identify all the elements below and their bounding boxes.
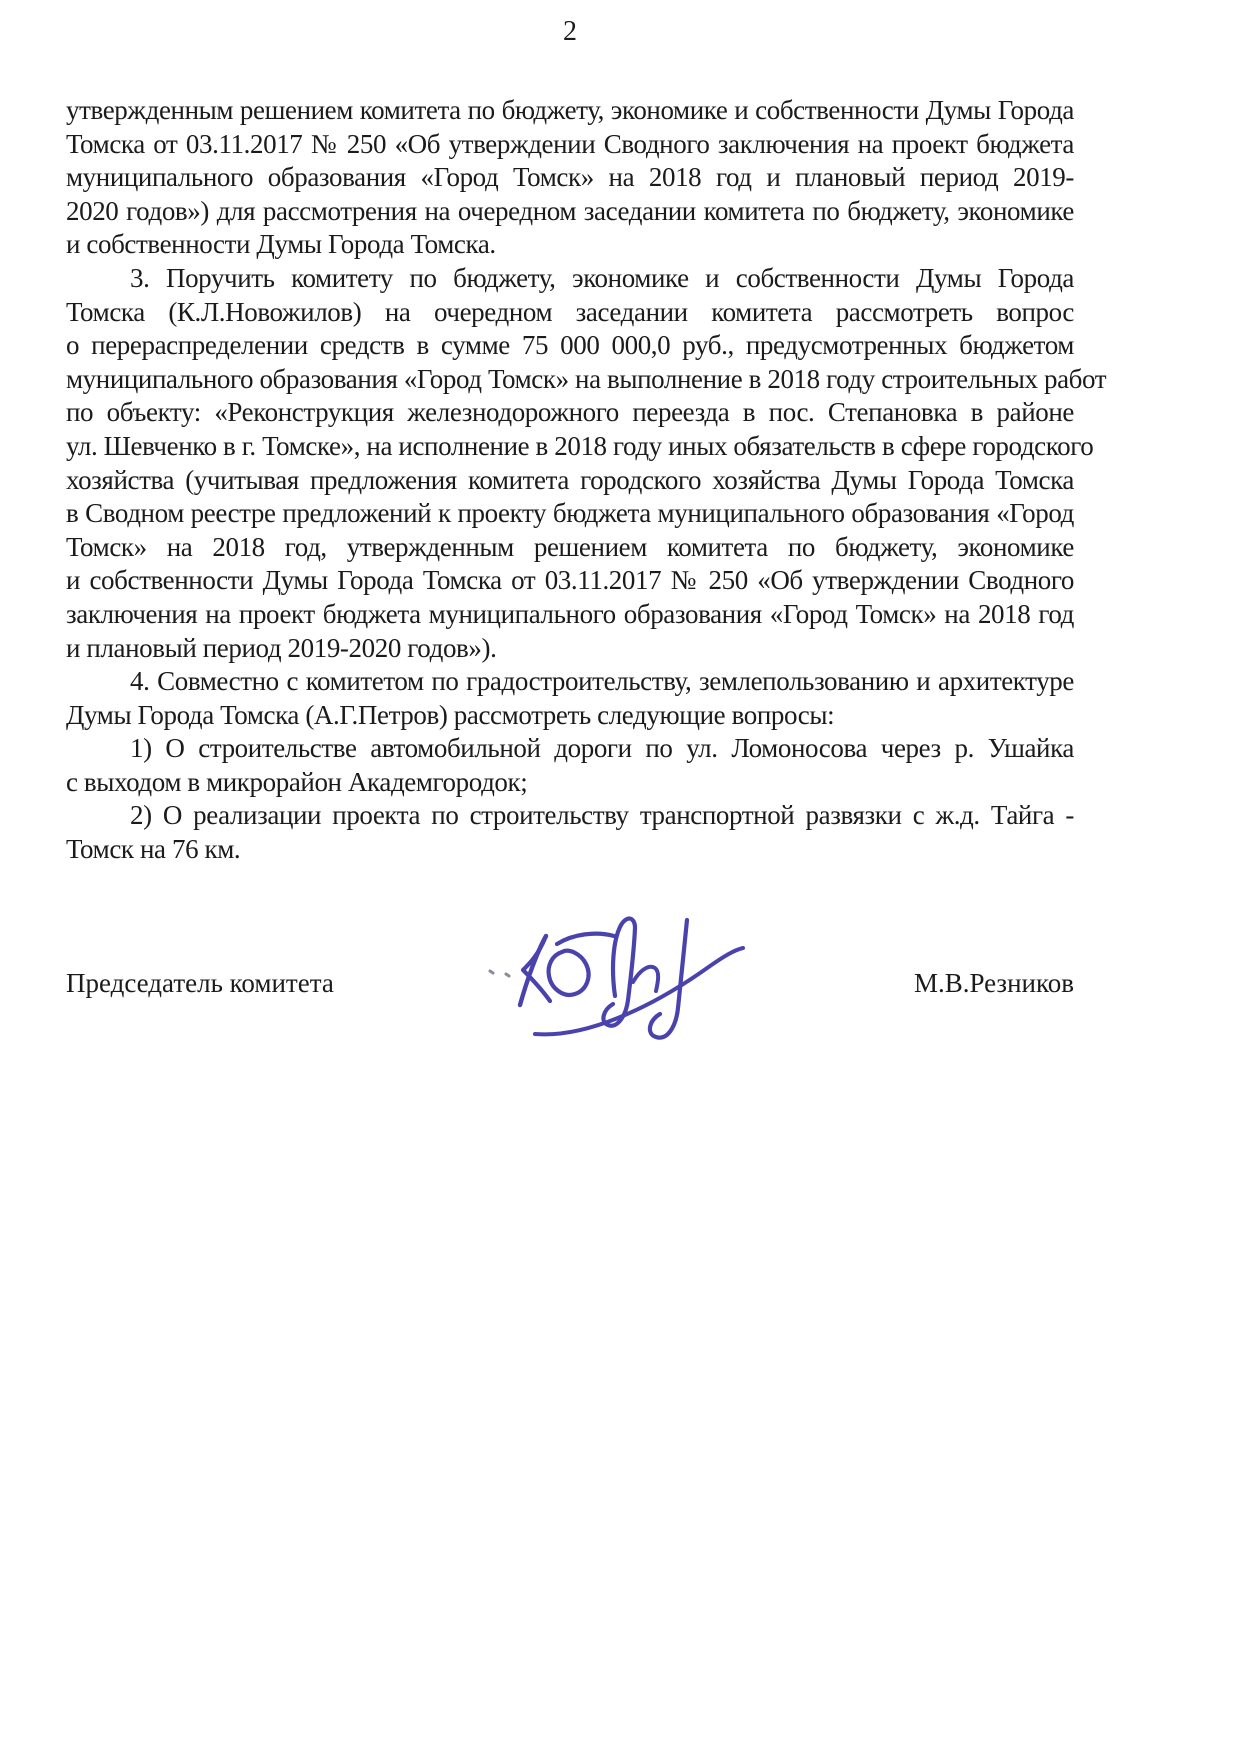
text-line: 2020 годов») для рассмотрения на очередном заседании комитета по бюджету, экономике [66, 195, 1074, 226]
text-line: муниципального образования «Город Томск» на выполнение в 2018 году строительных работ [66, 363, 1107, 394]
text-line: заключения на проект бюджета муниципального образования «Город Томск» на 2018 год [66, 598, 1074, 629]
text-line: и собственности Думы Города Томска от 03.11.2017 № 250 «Об утверждении Сводного [66, 565, 1074, 596]
text-line: муниципального образования «Город Томск» на 2018 год и плановый период 2019- [66, 162, 1074, 193]
text-line: Думы Города Томска (А.Г.Петров) рассмотреть следующие вопросы: [66, 699, 835, 730]
text-line: о перераспределении средств в сумме 75 000 000,0 руб., предусмотренных бюджетом [66, 330, 1074, 361]
text-line: по объекту: «Реконструкция железнодорожного переезда в пос. Степановка в районе [66, 397, 1074, 428]
page-number: 2 [563, 16, 577, 47]
text-line: ул. Шевченко в г. Томске», на исполнение в 2018 году иных обязательств в сфере городского [66, 430, 1094, 461]
text-line: Томска (К.Л.Новожилов) на очередном заседании комитета рассмотреть вопрос [66, 296, 1074, 327]
text-line: в Сводном реестре предложений к проекту бюджета муниципального образования «Город [66, 498, 1074, 529]
text-line: хозяйства (учитывая предложения комитета городского хозяйства Думы Города Томска [66, 464, 1074, 495]
handwritten-signature-icon [465, 908, 770, 1068]
document-body [66, 94, 1107, 867]
text-line: 4. Совместно с комитетом по градостроительству, землепользованию и архитектуре [130, 666, 1074, 697]
text-line: Томск» на 2018 год, утвержденным решением комитета по бюджету, экономике [66, 531, 1074, 562]
text-line: 2) О реализации проекта по строительству транспортной развязки с ж.д. Тайга - [130, 800, 1074, 831]
signatory-name: М.В.Резников [913, 967, 1074, 998]
text-line: 1) О строительстве автомобильной дороги по ул. Ломоносова через р. Ушайка [130, 733, 1074, 764]
text-line: утвержденным решением комитета по бюджету, экономике и собственности Думы Города [66, 95, 1074, 125]
text-line: Томск на 76 км. [66, 834, 241, 865]
text-line: и собственности Думы Города Томска. [66, 229, 496, 260]
text-line: Томска от 03.11.2017 № 250 «Об утверждении Сводного заключения на проект бюджета [66, 128, 1074, 159]
text-line: с выходом в микрорайон Академгородок; [66, 766, 528, 797]
text-line: 3. Поручить комитету по бюджету, экономике и собственности Думы Города [130, 262, 1074, 293]
signatory-title: Председатель комитета [66, 967, 334, 998]
text-line: и плановый период 2019-2020 годов»). [66, 632, 497, 663]
